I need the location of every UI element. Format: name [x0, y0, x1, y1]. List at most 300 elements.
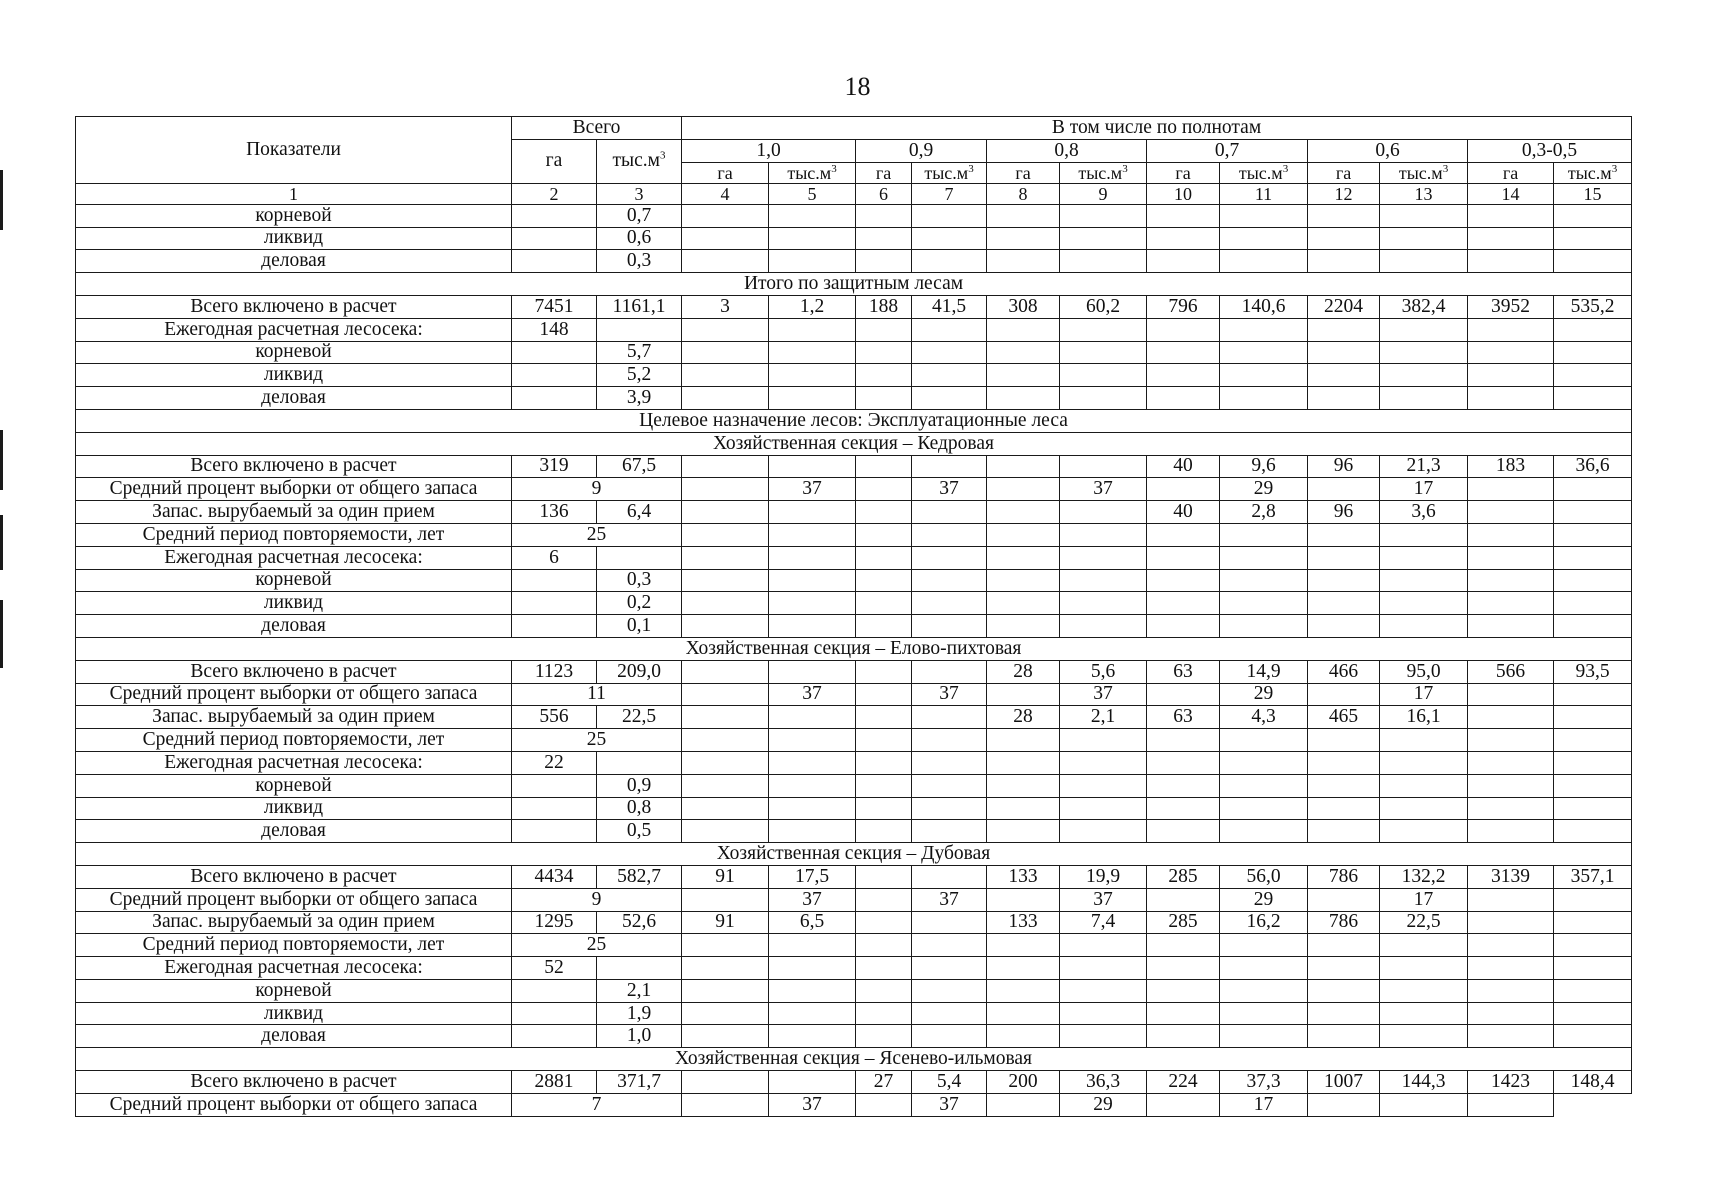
table-cell: [1380, 387, 1468, 410]
table-cell: 786: [1308, 911, 1380, 934]
table-cell: 535,2: [1554, 295, 1632, 318]
table-cell: [682, 387, 769, 410]
indicator-label: деловая: [76, 387, 512, 410]
table-row: [76, 1093, 1632, 1116]
table-cell: [512, 569, 597, 592]
table-cell: [987, 1093, 1060, 1116]
table-cell: [1220, 774, 1308, 797]
table-cell: 14,9: [1220, 660, 1308, 683]
table-cell: [1147, 592, 1220, 615]
table-cell: [1060, 751, 1147, 774]
table-cell: [1308, 250, 1380, 273]
header-ha: га: [1468, 162, 1554, 183]
table-cell: 556: [512, 706, 597, 729]
column-number: 12: [1308, 183, 1380, 204]
column-number: 11: [1220, 183, 1308, 204]
table-cell: [1060, 250, 1147, 273]
table-cell: [1147, 569, 1220, 592]
table-cell: [1308, 1025, 1380, 1048]
table-cell: 67,5: [597, 455, 682, 478]
table-cell: [1308, 729, 1380, 752]
table-cell: [1380, 569, 1468, 592]
table-cell: 17,5: [769, 865, 856, 888]
table-cell: [682, 523, 769, 546]
table-cell: [1147, 387, 1220, 410]
table-cell: [1380, 204, 1468, 227]
table-cell: [1554, 888, 1632, 911]
header-row: [76, 117, 1632, 140]
table-cell: [682, 1093, 769, 1116]
table-cell: 7451: [512, 295, 597, 318]
table-cell: 1423: [1468, 1071, 1554, 1094]
table-cell: [1380, 1002, 1468, 1025]
table-cell: 17: [1380, 888, 1468, 911]
table-cell: 6,5: [769, 911, 856, 934]
header-density: 0,6: [1308, 139, 1468, 162]
table-cell: [682, 888, 769, 911]
table-cell: [769, 501, 856, 524]
table-cell: [1060, 387, 1147, 410]
table-row: [76, 546, 1632, 569]
header-m3: $тыс.м^3$: [1220, 162, 1308, 183]
table-cell: [1147, 1025, 1220, 1048]
table-cell: [856, 523, 912, 546]
table-cell: [987, 478, 1060, 501]
table-row: [76, 774, 1632, 797]
table-cell: [512, 615, 597, 638]
table-cell: [682, 250, 769, 273]
table-cell: 6: [512, 546, 597, 569]
table-cell: [1220, 979, 1308, 1002]
table-cell: [1554, 227, 1632, 250]
table-cell: [1554, 364, 1632, 387]
table-row: [76, 957, 1632, 980]
table-cell: [856, 501, 912, 524]
table-cell: [512, 250, 597, 273]
table-cell: [1220, 820, 1308, 843]
table-cell: 200: [987, 1071, 1060, 1094]
section-title: Хозяйственная секция – Ясенево-ильмовая: [76, 1048, 1632, 1071]
table-cell: [1147, 1093, 1220, 1116]
table-cell: [1308, 523, 1380, 546]
table-cell: [1147, 979, 1220, 1002]
table-cell: [512, 1002, 597, 1025]
table-cell: 3139: [1468, 865, 1554, 888]
table-cell: 17: [1220, 1093, 1308, 1116]
table-cell: [682, 706, 769, 729]
table-cell: [1468, 227, 1554, 250]
table-cell: [1554, 501, 1632, 524]
table-cell: [682, 979, 769, 1002]
table-cell: [682, 227, 769, 250]
table-cell: [1308, 546, 1380, 569]
header-density: 1,0: [682, 139, 856, 162]
table-cell: [1060, 318, 1147, 341]
table-cell: [1468, 683, 1554, 706]
table-cell: [1220, 204, 1308, 227]
table-cell: 3952: [1468, 295, 1554, 318]
table-cell: [912, 911, 987, 934]
section-title: Хозяйственная секция – Дубовая: [76, 843, 1632, 866]
table-row: [76, 615, 1632, 638]
table-row: [76, 318, 1632, 341]
column-number: 7: [912, 183, 987, 204]
indicator-label: деловая: [76, 820, 512, 843]
table-cell: 133: [987, 865, 1060, 888]
table-cell: [856, 957, 912, 980]
table-cell: [512, 364, 597, 387]
table-cell: [987, 979, 1060, 1002]
table-cell: 4,3: [1220, 706, 1308, 729]
header-ha: га: [856, 162, 912, 183]
table-cell: [1380, 615, 1468, 638]
table-cell: [987, 569, 1060, 592]
table-cell: [1308, 683, 1380, 706]
section-header-row: [76, 637, 1632, 660]
table-cell: 95,0: [1380, 660, 1468, 683]
column-number: 4: [682, 183, 769, 204]
table-row: [76, 729, 1632, 752]
table-cell: [1220, 227, 1308, 250]
table-cell: [682, 934, 769, 957]
table-cell: [682, 455, 769, 478]
table-cell: [1308, 957, 1380, 980]
table-cell: [769, 204, 856, 227]
table-cell: [987, 729, 1060, 752]
table-cell: [1554, 820, 1632, 843]
table-cell: 37: [769, 478, 856, 501]
table-cell: [1220, 341, 1308, 364]
table-cell: [769, 797, 856, 820]
table-cell: [1554, 204, 1632, 227]
table-row: [76, 934, 1632, 957]
table-cell: 93,5: [1554, 660, 1632, 683]
table-cell: [1468, 820, 1554, 843]
table-cell: [1308, 204, 1380, 227]
table-cell: [1468, 569, 1554, 592]
header-total-ha: га: [512, 139, 597, 183]
table-cell: 1,9: [597, 1002, 682, 1025]
table-cell: 9: [512, 888, 682, 911]
table-cell: [987, 204, 1060, 227]
table-cell: 1161,1: [597, 295, 682, 318]
table-cell: 1295: [512, 911, 597, 934]
table-cell: [856, 1025, 912, 1048]
table-cell: [1060, 341, 1147, 364]
table-cell: 22: [512, 751, 597, 774]
table-cell: 40: [1147, 501, 1220, 524]
table-cell: [682, 204, 769, 227]
table-cell: [597, 546, 682, 569]
indicator-label: Средний процент выборки от общего запаса: [76, 888, 512, 911]
table-cell: 3: [682, 295, 769, 318]
table-cell: [1060, 797, 1147, 820]
table-row: [76, 501, 1632, 524]
table-row: [76, 523, 1632, 546]
indicator-label: Ежегодная расчетная лесосека:: [76, 318, 512, 341]
column-number: 10: [1147, 183, 1220, 204]
table-cell: [1308, 934, 1380, 957]
table-cell: [1060, 979, 1147, 1002]
table-cell: 37: [769, 1093, 856, 1116]
table-cell: 1007: [1308, 1071, 1380, 1094]
table-cell: [1380, 979, 1468, 1002]
table-cell: 52: [512, 957, 597, 980]
table-cell: 28: [987, 706, 1060, 729]
table-cell: [856, 751, 912, 774]
table-cell: [987, 592, 1060, 615]
table-cell: [1060, 729, 1147, 752]
table-cell: [856, 478, 912, 501]
table-cell: [1147, 341, 1220, 364]
table-cell: [769, 227, 856, 250]
table-cell: 25: [512, 729, 682, 752]
table-cell: [1060, 820, 1147, 843]
table-cell: [1060, 546, 1147, 569]
table-cell: [769, 934, 856, 957]
table-cell: [1468, 204, 1554, 227]
table-cell: [682, 501, 769, 524]
table-cell: [769, 660, 856, 683]
indicator-label: ликвид: [76, 797, 512, 820]
table-cell: [1380, 1093, 1468, 1116]
table-cell: [1554, 706, 1632, 729]
table-cell: [987, 501, 1060, 524]
table-cell: [1468, 501, 1554, 524]
table-cell: [856, 729, 912, 752]
table-cell: 308: [987, 295, 1060, 318]
table-cell: [1308, 1093, 1380, 1116]
section-header-row: [76, 843, 1632, 866]
indicator-label: деловая: [76, 250, 512, 273]
table-cell: [769, 1025, 856, 1048]
table-cell: [856, 592, 912, 615]
table-row: [76, 250, 1632, 273]
table-cell: 9,6: [1220, 455, 1308, 478]
table-cell: 22,5: [1380, 911, 1468, 934]
table-cell: [682, 364, 769, 387]
table-cell: [682, 546, 769, 569]
table-cell: 28: [987, 660, 1060, 683]
table-cell: [1147, 1002, 1220, 1025]
table-cell: [912, 729, 987, 752]
table-cell: 52,6: [597, 911, 682, 934]
table-cell: 224: [1147, 1071, 1220, 1094]
table-cell: [1147, 888, 1220, 911]
table-cell: [1220, 318, 1308, 341]
table-cell: [987, 1002, 1060, 1025]
header-density: 0,7: [1147, 139, 1308, 162]
table-cell: 319: [512, 455, 597, 478]
table-cell: [1554, 1025, 1632, 1048]
table-cell: [1060, 1025, 1147, 1048]
table-cell: [1468, 250, 1554, 273]
indicator-label: Средний период повторяемости, лет: [76, 523, 512, 546]
table-cell: [912, 387, 987, 410]
table-cell: 5,6: [1060, 660, 1147, 683]
table-cell: [1308, 387, 1380, 410]
header-indicators: Показатели: [76, 117, 512, 184]
table-cell: [1220, 387, 1308, 410]
table-cell: [1220, 523, 1308, 546]
table-cell: [1220, 250, 1308, 273]
table-cell: 6,4: [597, 501, 682, 524]
indicator-label: Средний период повторяемости, лет: [76, 729, 512, 752]
table-cell: [1308, 888, 1380, 911]
table-cell: [856, 341, 912, 364]
table-cell: [987, 957, 1060, 980]
header-ha: га: [987, 162, 1060, 183]
table-cell: [512, 592, 597, 615]
page-number: 18: [844, 72, 871, 101]
table-cell: [1060, 592, 1147, 615]
table-cell: [1147, 546, 1220, 569]
table-cell: 382,4: [1380, 295, 1468, 318]
table-cell: [512, 227, 597, 250]
table-cell: [856, 820, 912, 843]
indicator-label: ликвид: [76, 364, 512, 387]
table-cell: [769, 318, 856, 341]
header-by-density: В том числе по полнотам: [682, 117, 1632, 140]
table-cell: [1308, 1002, 1380, 1025]
table-cell: [1554, 911, 1632, 934]
table-cell: [1554, 341, 1632, 364]
table-cell: 285: [1147, 865, 1220, 888]
table-cell: [1060, 1002, 1147, 1025]
table-cell: 2204: [1308, 295, 1380, 318]
section-title: Хозяйственная секция – Елово-пихтовая: [76, 637, 1632, 660]
table-cell: [1147, 227, 1220, 250]
table-cell: 37: [1060, 683, 1147, 706]
table-cell: [856, 1002, 912, 1025]
table-cell: [682, 729, 769, 752]
table-cell: [1380, 934, 1468, 957]
column-number: 14: [1468, 183, 1554, 204]
header-ha: га: [682, 162, 769, 183]
table-cell: [912, 660, 987, 683]
table-cell: [1468, 979, 1554, 1002]
table-cell: 60,2: [1060, 295, 1147, 318]
table-cell: [769, 1002, 856, 1025]
indicator-label: корневой: [76, 979, 512, 1002]
table-cell: [682, 660, 769, 683]
table-cell: [912, 1002, 987, 1025]
indicator-label: корневой: [76, 569, 512, 592]
table-cell: [1380, 957, 1468, 980]
table-cell: [1554, 979, 1632, 1002]
table-cell: 0,3: [597, 250, 682, 273]
table-cell: [769, 592, 856, 615]
table-cell: [1220, 934, 1308, 957]
header-density: 0,8: [987, 139, 1147, 162]
table-cell: [1554, 797, 1632, 820]
table-cell: [1380, 1025, 1468, 1048]
table-cell: 1,2: [769, 295, 856, 318]
header-density: 0,9: [856, 139, 987, 162]
header-total: Всего: [512, 117, 682, 140]
table-cell: [1220, 797, 1308, 820]
table-cell: [1468, 706, 1554, 729]
table-cell: 29: [1220, 478, 1308, 501]
table-row: [76, 455, 1632, 478]
table-cell: 0,9: [597, 774, 682, 797]
table-cell: [1220, 592, 1308, 615]
table-cell: [856, 546, 912, 569]
table-cell: 91: [682, 911, 769, 934]
table-cell: [1308, 227, 1380, 250]
table-cell: [1380, 797, 1468, 820]
table-cell: [682, 318, 769, 341]
table-cell: [1554, 683, 1632, 706]
table-cell: 19,9: [1060, 865, 1147, 888]
table-cell: [856, 615, 912, 638]
table-cell: [1060, 455, 1147, 478]
indicator-label: деловая: [76, 615, 512, 638]
table-cell: [1380, 820, 1468, 843]
table-cell: [769, 820, 856, 843]
table-cell: [1220, 615, 1308, 638]
table-header: [76, 117, 1632, 205]
table-cell: [1147, 957, 1220, 980]
table-cell: 37: [1060, 888, 1147, 911]
indicator-label: ликвид: [76, 1002, 512, 1025]
table-cell: [1060, 774, 1147, 797]
table-cell: [1554, 478, 1632, 501]
table-cell: 7,4: [1060, 911, 1147, 934]
table-cell: [769, 341, 856, 364]
table-cell: 41,5: [912, 295, 987, 318]
table-cell: [512, 774, 597, 797]
table-cell: [1308, 774, 1380, 797]
section-title: Целевое назначение лесов: Эксплуатационные леса: [76, 409, 1632, 432]
column-number: 8: [987, 183, 1060, 204]
table-cell: [1308, 797, 1380, 820]
table-cell: [1468, 592, 1554, 615]
table-cell: [682, 615, 769, 638]
table-cell: [1468, 911, 1554, 934]
table-cell: [1468, 729, 1554, 752]
indicator-label: Средний период повторяемости, лет: [76, 934, 512, 957]
table-cell: [769, 250, 856, 273]
table-cell: [682, 683, 769, 706]
table-row: [76, 820, 1632, 843]
table-cell: [912, 592, 987, 615]
table-cell: 582,7: [597, 865, 682, 888]
table-row: [76, 865, 1632, 888]
table-cell: 40: [1147, 455, 1220, 478]
table-row: [76, 1025, 1632, 1048]
table-cell: [1468, 888, 1554, 911]
table-cell: [769, 615, 856, 638]
table-cell: [1147, 204, 1220, 227]
table-cell: [682, 1002, 769, 1025]
table-cell: [682, 751, 769, 774]
table-cell: [1147, 364, 1220, 387]
table-cell: 133: [987, 911, 1060, 934]
indicator-label: корневой: [76, 774, 512, 797]
table-cell: [856, 911, 912, 934]
table-cell: [1308, 820, 1380, 843]
table-cell: 148: [512, 318, 597, 341]
table-cell: [1554, 569, 1632, 592]
table-cell: [1380, 341, 1468, 364]
column-number-row: [76, 183, 1632, 204]
header-m3: $тыс.м^3$: [1554, 162, 1632, 183]
table-cell: [1380, 751, 1468, 774]
indicator-label: Всего включено в расчет: [76, 660, 512, 683]
table-cell: [1060, 957, 1147, 980]
table-cell: 91: [682, 865, 769, 888]
